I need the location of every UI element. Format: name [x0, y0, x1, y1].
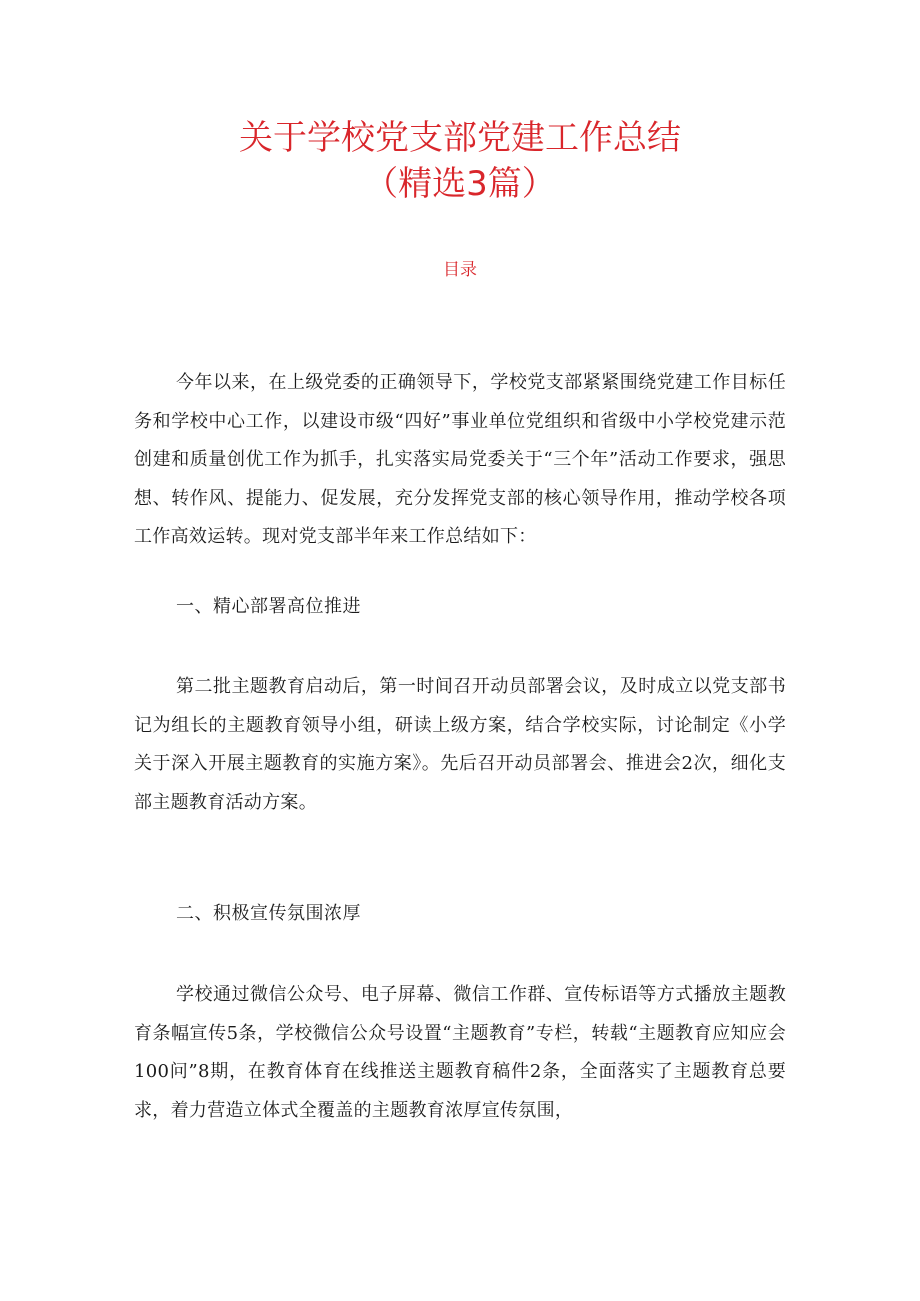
intro-paragraph: 今年以来，在上级党委的正确领导下，学校党支部紧紧围绕党建工作目标任务和学校中心工作，以建设市级“四好”事业单位党组织和省级中小学校党建示范创建和质量创优工作为抓手，扎实落实局党委关于“三个年”活动工作要求，强思想、转作风、提能力、促发展，充分发挥党支部的核心领导作用，推动学校各项工作高效运转。现对党支部半年来工作总结如下： [134, 372, 786, 547]
section-1-paragraph: 第二批主题教育启动后，第一时间召开动员部署会议，及时成立以党支部书记为组长的主题教育领导小组，研读上级方案，结合学校实际，讨论制定《小学关于深入开展主题教育的实施方案》。先后召开动员部署会、推进会2次，细化支部主题教育活动方案。 [134, 676, 786, 813]
document-subtitle: （精选3篇） [364, 164, 556, 204]
section-2-paragraph: 学校通过微信公众号、电子屏幕、微信工作群、宣传标语等方式播放主题教育条幅宣传5条，学校微信公众号设置“主题教育”专栏，转载“主题教育应知应会100问”8期，在教育体育在线推送主题教育稿件2条，全面落实了主题教育总要求，着力营造立体式全覆盖的主题教育浓厚宣传氛围， [134, 984, 786, 1121]
section-heading-2: 二、积极宣传氛围浓厚 [176, 903, 361, 924]
table-of-contents-label[interactable]: 目录 [443, 260, 477, 280]
section-heading-1: 一、精心部署高位推进 [176, 596, 361, 617]
document-title: 关于学校党支部党建工作总结 [239, 118, 681, 158]
